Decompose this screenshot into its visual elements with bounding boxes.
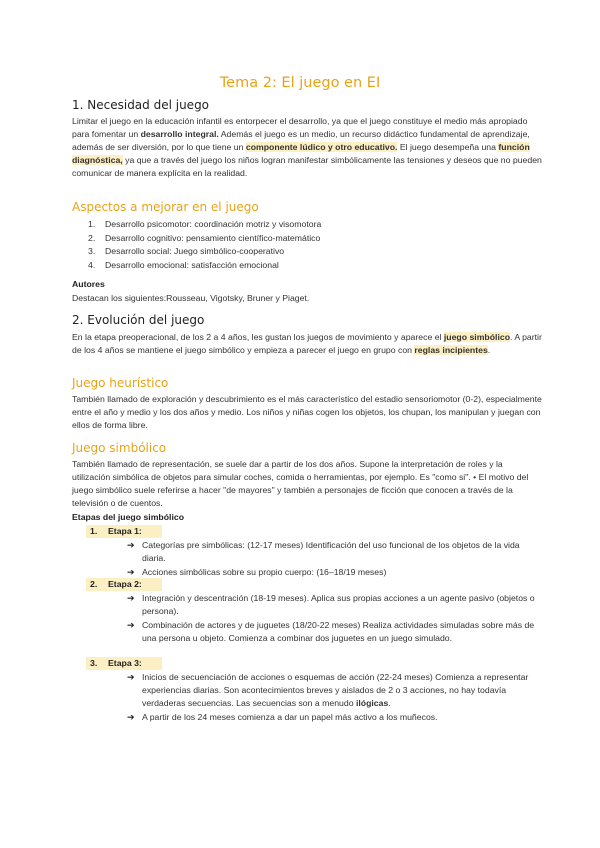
document-title: Tema 2: El juego en EI [219, 75, 381, 91]
list-item: 3. Desarrollo social: Juego simbólico-cooperativo [88, 246, 285, 256]
section-heading-evolucion: 2. Evolución del juego [72, 313, 205, 327]
stages-heading: Etapas del juego simbólico [72, 512, 184, 522]
right-arrow-icon: ➔ [127, 540, 135, 550]
paragraph-necesidad: Limitar el juego en la educación infantil es entorpecer el desarrollo, ya que el juego constituye el medio más apropiado para fomentar un desarrollo integral. Además el juego es un medio, un recurso didáctico fundamental de aprendizaje, además de ser diversión, por lo que tiene un componente lúdico y otro educativo. El juego desempeña una función diagnóstica, ya que a través del juego los niños logran manifestar simbólicamente las tensiones y deseos que no pueden comunicar de manera explícita en la realidad. [72, 116, 542, 178]
paragraph-evolucion: En la etapa preoperacional, de los 2 a 4 años, les gustan los juegos de movimiento y aparece el juego simbólico. A partir de los 4 años se mantiene el juego simbólico y empieza a parecer el juego en grupo con reglas incipientes. [72, 332, 542, 355]
list-item: ➔ Integración y descentración (18-19 meses). Aplica sus propias acciones a un agente pasivo (objetos o persona). [127, 593, 535, 616]
authors-heading: Autores [72, 279, 105, 289]
list-item: 1. Desarrollo psicomotor: coordinación motriz y visomotora [88, 219, 322, 229]
stage-1: 1. Etapa 1: ➔ Categorías pre simbólicas: (12-17 meses) Identificación del uso funcional de los objetos de la vida diaria. ➔ Acciones simbólicas sobre su propio cuerpo: (16–18/19 meses) [72, 525, 542, 579]
list-item: 2. Desarrollo cognitivo: pensamiento científico-matemático [88, 232, 321, 243]
highlight-reglas-incipientes: reglas incipientes [414, 345, 488, 355]
stage-2: 2. Etapa 2: ➔ Integración y descentración (18-19 meses). Aplica sus propias acciones a un agente pasivo (objetos o persona). ➔ Combinación de actores y de juguetes (18/20-22 meses) Realiza actividades simuladas sobre más de una persona u objeto. Comienza a combinar dos juguetes en un juego simulado. [72, 578, 542, 645]
section-heading-heuristico: Juego heurístico [72, 376, 169, 390]
highlight-componente: componente lúdico y otro educativo. [245, 142, 398, 152]
right-arrow-icon: ➔ [127, 593, 135, 603]
list-item: ➔ Combinación de actores y de juguetes (18/20-22 meses) Realiza actividades simuladas sobre más de una persona u objeto. Comienza a combinar dos juguetes en un juego simulado. [127, 620, 535, 643]
paragraph-heuristico: También llamado de exploración y descubrimiento es el más característico del estadio sensoriomotor (0-2), especialmente entre el año y medio y los dos años y medio. Los niños y niñas cogen los objetos, los chupan, los manipulan y juegan con ellos de forma libre. [72, 394, 542, 430]
authors-text: Destacan los siguientes:Rousseau, Vigotsky, Bruner y Piaget. [72, 293, 310, 303]
highlight-funcion-diagnostica: función diagnóstica, [72, 142, 530, 165]
aspects-list [72, 218, 321, 272]
list-item: ➔ A partir de los 24 meses comienza a dar un papel más activo a los muñecos. [127, 712, 438, 722]
paragraph-simbolico: También llamado de representación, se suele dar a partir de los dos años. Supone la interpretación de roles y la utilización simbólica de objetos para simular coches, comida o herramientas, por ejemplo. Es "como si". • El motivo del juego simbólico suele referirse a hacer "de mayores" y también a personajes de ficción que conocen a través de la televisión o de cuentos. [72, 459, 529, 508]
section-heading-simbolico: Juego simbólico [72, 441, 167, 455]
right-arrow-icon: ➔ [127, 712, 135, 722]
list-item: ➔ Acciones simbólicas sobre su propio cuerpo: (16–18/19 meses) [127, 567, 387, 577]
right-arrow-icon: ➔ [127, 567, 135, 577]
section-heading-aspectos: Aspectos a mejorar en el juego [72, 200, 259, 214]
right-arrow-icon: ➔ [127, 620, 135, 630]
list-item: ➔ Inicios de secuenciación de acciones o esquemas de acción (22-24 meses) Comienza a representar experiencias diarias. Son acontecimientos breves y aislados de 2 o 3 acciones, no hay todavía verdaderas secuencias. Las secuencias son a menudo ilógicas. [127, 672, 529, 708]
right-arrow-icon: ➔ [127, 672, 135, 682]
list-item: ➔ Categorías pre simbólicas: (12-17 meses) Identificación del uso funcional de los objetos de la vida diaria. [127, 540, 520, 563]
bold-desarrollo-integral: desarrollo integral. [140, 129, 219, 139]
list-item: 4. Desarrollo emocional: satisfacción emocional [88, 259, 279, 270]
stage-3: 3. Etapa 3: ➔ Inicios de secuenciación de acciones o esquemas de acción (22-24 meses) Comienza a representar experiencias diarias. Son acontecimientos breves y aislados de 2 o 3 acciones, no hay todavía verdaderas secuencias. Las secuencias son a menudo ilógicas. ➔ A partir de los 24 meses comienza a dar un papel más activo a los muñecos. [72, 657, 542, 724]
highlight-juego-simbolico: juego simbólico [443, 332, 511, 342]
section-heading-necesidad: 1. Necesidad del juego [72, 98, 210, 112]
